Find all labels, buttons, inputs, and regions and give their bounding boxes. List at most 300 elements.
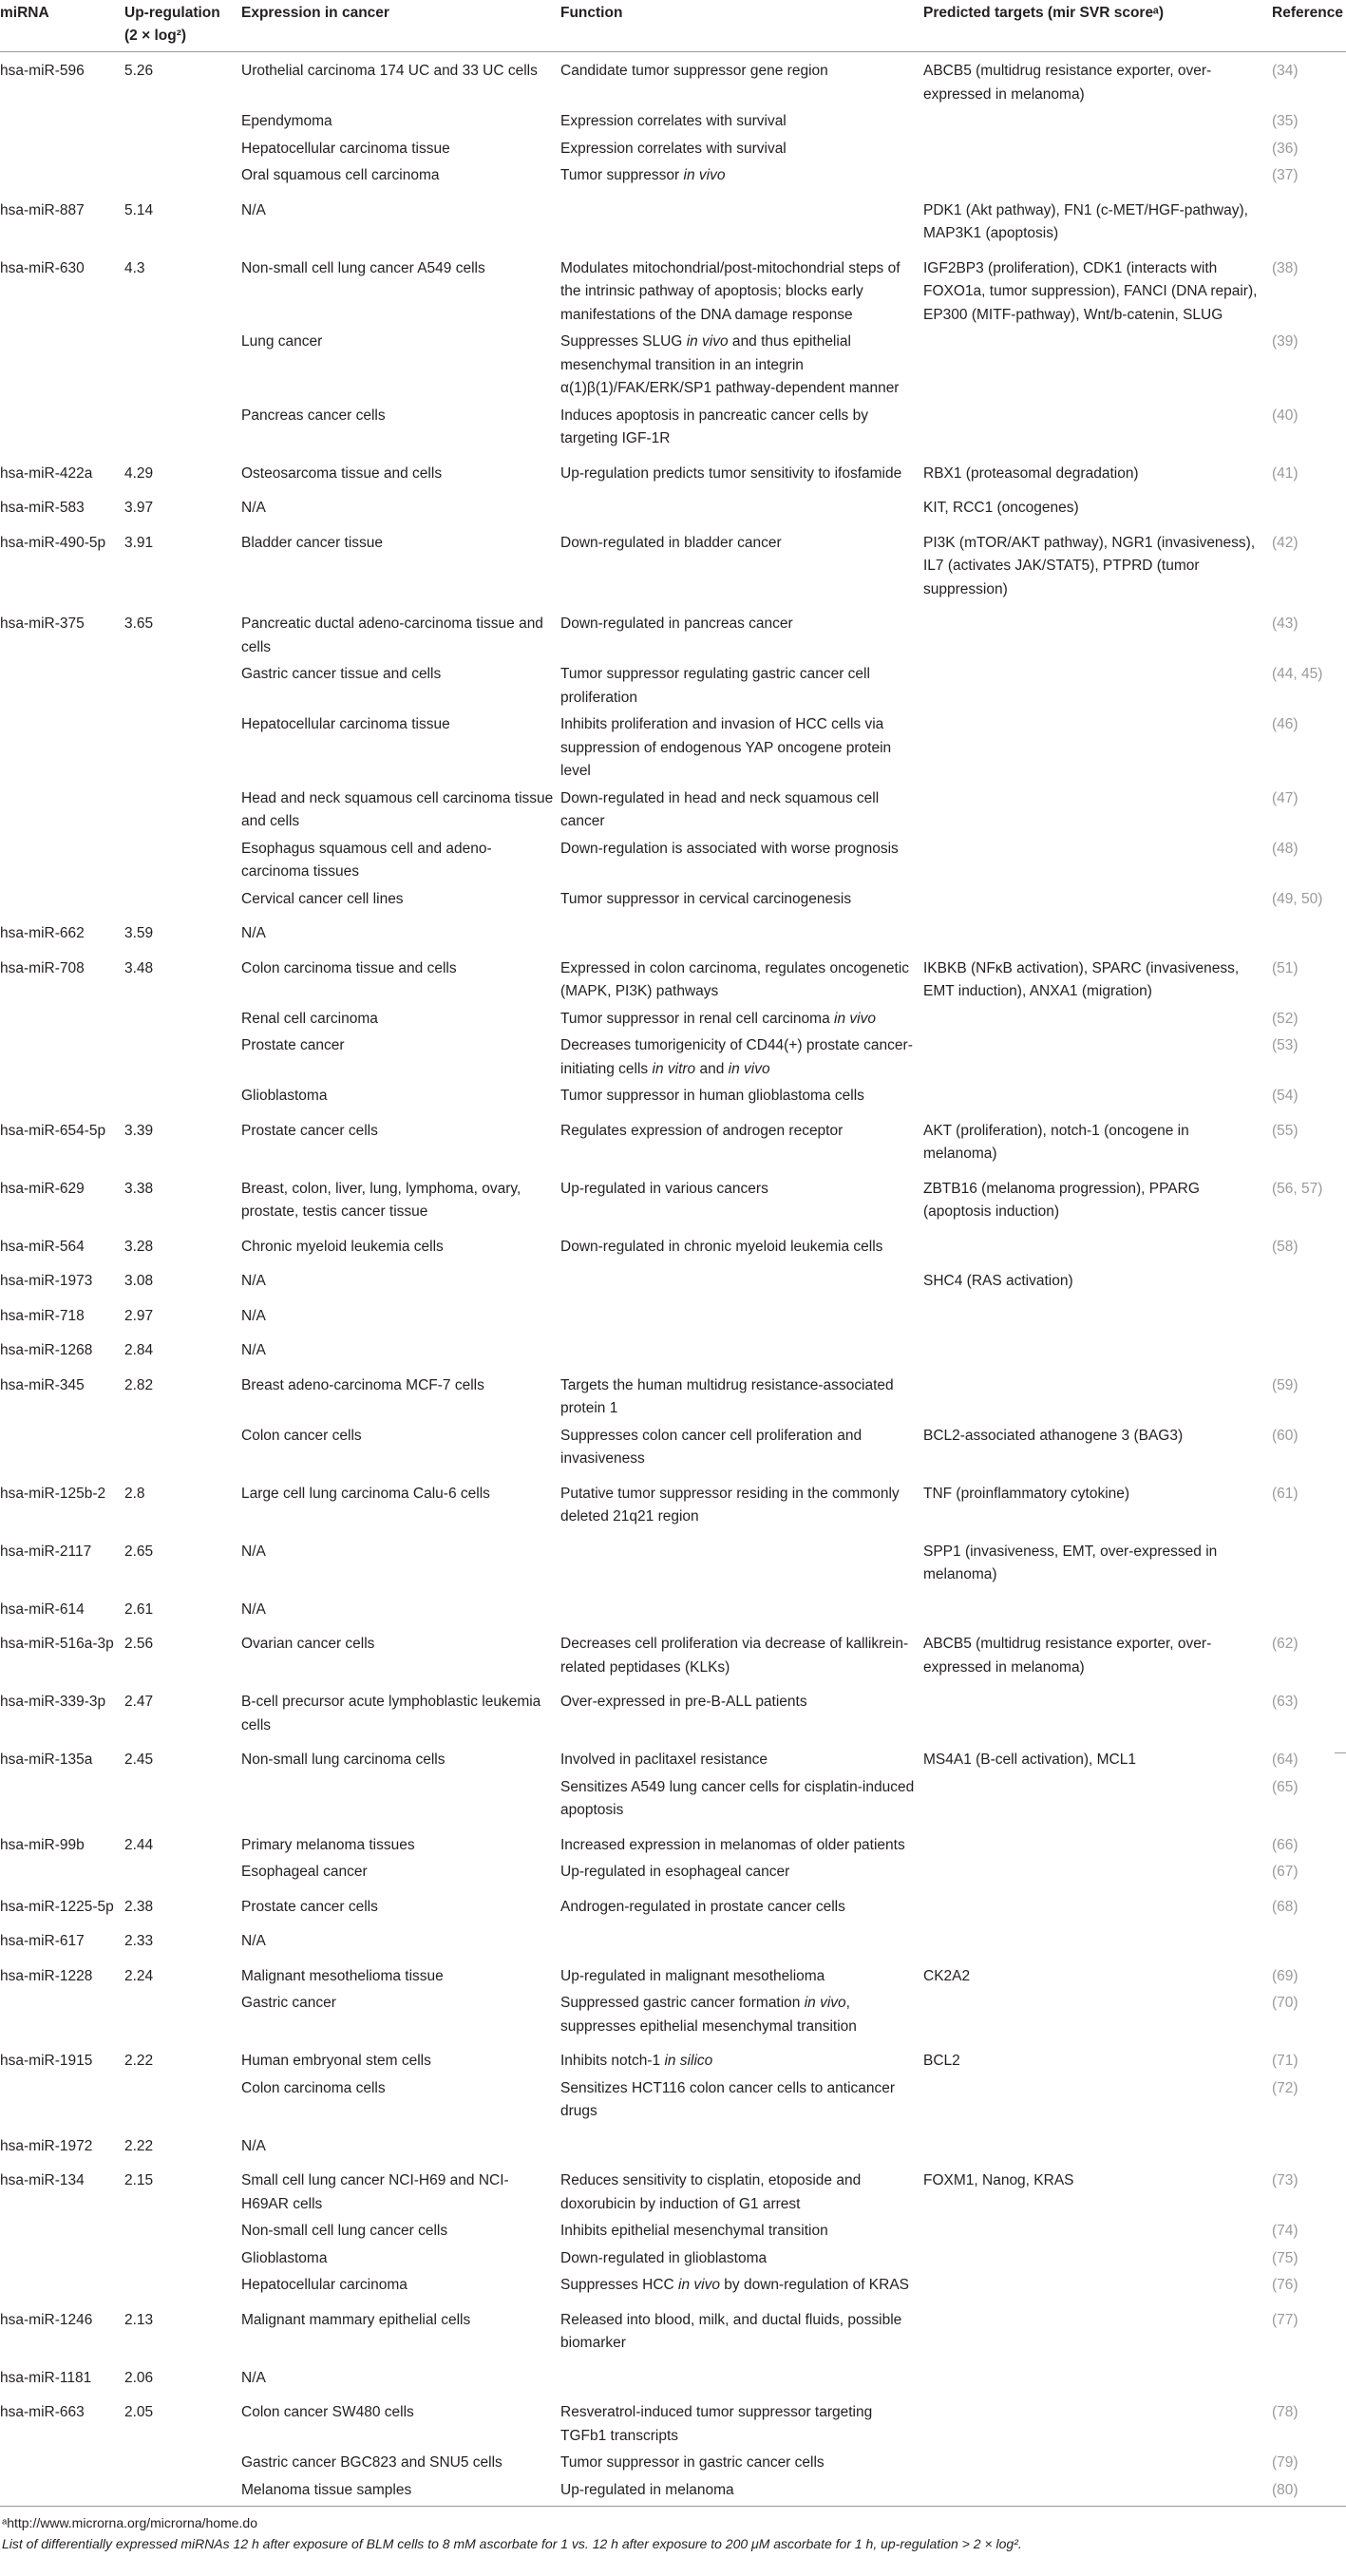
targets-cell bbox=[921, 1827, 1270, 1862]
upregulation-cell bbox=[123, 2274, 239, 2301]
mirna-group bbox=[0, 1958, 1346, 2043]
reference-cell[interactable]: (53) bbox=[1272, 1037, 1299, 1053]
upregulation-cell bbox=[123, 1992, 239, 2042]
mirna-group bbox=[0, 915, 1346, 950]
upregulation-cell: 4.29 bbox=[124, 464, 154, 482]
header-targets: Predicted targets (mir SVR scoreᵃ) bbox=[921, 0, 1270, 52]
reference-cell[interactable]: (52) bbox=[1272, 1010, 1299, 1027]
reference-cell[interactable]: (64) bbox=[1272, 1752, 1299, 1768]
function-cell bbox=[559, 1923, 921, 1958]
mirna-group bbox=[0, 1170, 1346, 1228]
reference-cell[interactable]: (60) bbox=[1272, 1427, 1299, 1444]
reference-cell bbox=[1270, 1297, 1346, 1333]
reference-cell[interactable]: (42) bbox=[1272, 534, 1299, 551]
reference-cell[interactable]: (79) bbox=[1272, 2454, 1299, 2471]
function-cell: Tumor suppressor in vivo bbox=[560, 167, 726, 183]
targets-cell bbox=[921, 915, 1270, 950]
targets-cell bbox=[921, 1332, 1270, 1367]
upregulation-cell: 2.56 bbox=[124, 1636, 154, 1652]
reference-cell[interactable]: (47) bbox=[1272, 789, 1299, 806]
reference-cell[interactable]: (48) bbox=[1272, 840, 1299, 857]
function-cell bbox=[559, 1297, 921, 1333]
upregulation-cell bbox=[123, 2479, 239, 2507]
reference-cell[interactable]: (69) bbox=[1272, 1967, 1299, 1984]
mirna-cell bbox=[0, 1776, 123, 1827]
expression-cell: Osteosarcoma tissue and cells bbox=[241, 464, 443, 482]
upregulation-cell: 5.14 bbox=[124, 201, 154, 218]
mirna-cell bbox=[0, 1085, 123, 1112]
targets-cell: IKBKB (NFκB activation), SPARC (invasiveness, EMT induction), ANXA1 (migration) bbox=[923, 959, 1240, 999]
function-cell: Up-regulated in melanoma bbox=[560, 2481, 734, 2498]
table-header-row bbox=[0, 0, 1346, 52]
reference-cell[interactable]: (80) bbox=[1272, 2481, 1299, 2498]
upregulation-cell: 2.44 bbox=[124, 1836, 154, 1853]
expression-cell: N/A bbox=[241, 1543, 266, 1560]
mirna-group bbox=[0, 524, 1346, 606]
mirna-cell: hsa-miR-345 bbox=[0, 1376, 85, 1393]
reference-cell[interactable]: (70) bbox=[1272, 1995, 1299, 2011]
upregulation-cell: 2.15 bbox=[124, 2172, 154, 2188]
mirna-group bbox=[0, 1367, 1346, 1475]
targets-cell: MS4A1 (B-cell activation), MCL1 bbox=[923, 1752, 1136, 1768]
table-row bbox=[0, 1297, 1346, 1333]
expression-cell: Breast, colon, liver, lung, lymphoma, ovary, prostate, testis cancer tissue bbox=[241, 1180, 521, 1220]
reference-cell[interactable]: (76) bbox=[1272, 2277, 1299, 2293]
mirna-group bbox=[0, 192, 1346, 250]
function-cell: Reduces sensitivity to cisplatin, etoposide and doxorubicin by induction of G1 arrest bbox=[560, 2172, 862, 2212]
table-row bbox=[0, 838, 1346, 888]
expression-cell: N/A bbox=[241, 1273, 266, 1289]
targets-cell bbox=[921, 2220, 1270, 2247]
mirna-cell: hsa-miR-339-3p bbox=[0, 1694, 106, 1710]
expression-cell: N/A bbox=[241, 925, 266, 941]
reference-cell[interactable]: (43) bbox=[1272, 616, 1299, 632]
mirna-group bbox=[0, 1228, 1346, 1263]
mirna-cell: hsa-miR-1246 bbox=[0, 2311, 93, 2328]
table-row bbox=[0, 405, 1346, 455]
reference-cell[interactable]: (65) bbox=[1272, 1778, 1299, 1795]
targets-cell: PDK1 (Akt pathway), FN1 (c-MET/HGF-pathway), MAP3K1 (apoptosis) bbox=[923, 201, 1248, 241]
table-row bbox=[0, 1367, 1346, 1425]
mirna-group bbox=[0, 1475, 1346, 1533]
table-row bbox=[0, 1958, 1346, 1993]
upregulation-cell: 2.47 bbox=[124, 1694, 154, 1710]
expression-cell: Pancreatic ductal adeno-carcinoma tissue and cells bbox=[241, 616, 543, 655]
mirna-cell: hsa-miR-516a-3p bbox=[0, 1636, 114, 1652]
targets-cell bbox=[921, 331, 1270, 405]
reference-cell[interactable]: (62) bbox=[1272, 1636, 1299, 1652]
mirna-cell: hsa-miR-629 bbox=[0, 1180, 85, 1197]
reference-cell[interactable]: (66) bbox=[1272, 1836, 1299, 1853]
mirna-cell bbox=[0, 138, 123, 165]
expression-cell: Large cell lung carcinoma Calu-6 cells bbox=[241, 1485, 490, 1502]
expression-cell: Chronic myeloid leukemia cells bbox=[241, 1238, 444, 1255]
table-row bbox=[0, 888, 1346, 916]
targets-cell: TNF (proinflammatory cytokine) bbox=[923, 1485, 1130, 1502]
targets-cell bbox=[921, 405, 1270, 455]
expression-cell: Lung cancer bbox=[241, 333, 323, 350]
expression-cell: Esophageal cancer bbox=[241, 1864, 368, 1880]
mirna-cell bbox=[0, 1034, 123, 1085]
reference-cell[interactable]: (39) bbox=[1272, 333, 1299, 350]
upregulation-cell: 2.22 bbox=[124, 2053, 154, 2069]
table-row bbox=[0, 192, 1346, 250]
table-row bbox=[0, 1332, 1346, 1367]
mirna-cell: hsa-miR-125b-2 bbox=[0, 1485, 106, 1502]
expression-cell: N/A bbox=[241, 1307, 266, 1324]
mirna-cell bbox=[0, 838, 123, 888]
expression-cell: Gastric cancer bbox=[241, 1995, 336, 2011]
function-cell: Suppresses HCC in vivo by down-regulation of KRAS bbox=[560, 2277, 910, 2293]
reference-cell[interactable]: (59) bbox=[1272, 1376, 1299, 1393]
function-cell: Inhibits epithelial mesenchymal transition bbox=[560, 2223, 828, 2239]
mirna-cell: hsa-miR-135a bbox=[0, 1752, 93, 1768]
mirna-group bbox=[0, 2128, 1346, 2163]
table-row bbox=[0, 2077, 1346, 2128]
table-row bbox=[0, 1625, 1346, 1683]
reference-cell[interactable]: (41) bbox=[1272, 464, 1299, 482]
mirna-cell bbox=[0, 713, 123, 787]
expression-cell: Oral squamous cell carcinoma bbox=[241, 167, 440, 183]
upregulation-cell: 4.3 bbox=[124, 259, 145, 276]
mirna-cell bbox=[0, 1425, 123, 1475]
expression-cell: Melanoma tissue samples bbox=[241, 2481, 412, 2498]
table-row bbox=[0, 2247, 1346, 2275]
targets-cell bbox=[921, 1367, 1270, 1425]
expression-cell: N/A bbox=[241, 500, 266, 516]
upregulation-cell: 2.22 bbox=[124, 2137, 154, 2154]
upregulation-cell: 2.06 bbox=[124, 2369, 154, 2386]
table-row bbox=[0, 1533, 1346, 1591]
table-row bbox=[0, 1827, 1346, 1862]
function-cell: Androgen-regulated in prostate cancer cells bbox=[560, 1898, 845, 1915]
mirna-cell bbox=[0, 2247, 123, 2275]
upregulation-cell: 3.65 bbox=[124, 616, 154, 632]
reference-cell[interactable]: (73) bbox=[1272, 2172, 1299, 2188]
mirna-cell bbox=[0, 888, 123, 916]
reference-cell[interactable]: (35) bbox=[1272, 113, 1299, 129]
header-mirna: miRNA bbox=[0, 0, 123, 52]
reference-cell[interactable]: (56, 57) bbox=[1272, 1180, 1323, 1197]
expression-cell bbox=[239, 1776, 559, 1827]
upregulation-cell: 2.97 bbox=[124, 1307, 154, 1324]
table-row bbox=[0, 915, 1346, 950]
table-row bbox=[0, 1741, 1346, 1776]
reference-cell[interactable]: (71) bbox=[1272, 2053, 1299, 2069]
targets-cell bbox=[921, 2359, 1270, 2395]
targets-cell bbox=[921, 2394, 1270, 2452]
mirna-cell: hsa-miR-614 bbox=[0, 1601, 85, 1618]
reference-cell[interactable]: (46) bbox=[1272, 716, 1299, 732]
upregulation-cell bbox=[123, 138, 239, 165]
mirna-group bbox=[0, 2042, 1346, 2128]
reference-cell[interactable]: (63) bbox=[1272, 1694, 1299, 1710]
mirna-cell bbox=[0, 663, 123, 713]
function-cell bbox=[559, 192, 921, 250]
table-row bbox=[0, 2301, 1346, 2359]
expression-cell: N/A bbox=[241, 1933, 266, 1949]
mirna-group bbox=[0, 1625, 1346, 1683]
expression-cell: Colon carcinoma tissue and cells bbox=[241, 959, 457, 976]
table-row bbox=[0, 1591, 1346, 1626]
reference-cell[interactable]: (34) bbox=[1272, 63, 1299, 79]
mirna-group bbox=[0, 1591, 1346, 1626]
upregulation-cell: 3.91 bbox=[124, 534, 154, 551]
targets-cell bbox=[921, 2452, 1270, 2479]
mirna-group bbox=[0, 950, 1346, 1112]
expression-cell: N/A bbox=[241, 201, 266, 218]
mirna-group bbox=[0, 2359, 1346, 2395]
upregulation-cell bbox=[123, 1861, 239, 1888]
targets-cell bbox=[921, 138, 1270, 165]
targets-cell: FOXM1, Nanog, KRAS bbox=[923, 2172, 1074, 2188]
upregulation-cell: 3.59 bbox=[124, 925, 154, 941]
function-cell: Down-regulated in pancreas cancer bbox=[560, 616, 793, 632]
reference-cell[interactable]: (49, 50) bbox=[1272, 890, 1323, 907]
targets-cell bbox=[921, 888, 1270, 916]
table-row bbox=[0, 1923, 1346, 1958]
expression-cell: Small cell lung cancer NCI-H69 and NCI-H69AR cells bbox=[241, 2172, 509, 2212]
table-row bbox=[0, 489, 1346, 524]
targets-cell bbox=[921, 1085, 1270, 1112]
table-row bbox=[0, 1085, 1346, 1112]
upregulation-cell bbox=[123, 164, 239, 192]
function-cell: Sensitizes HCT116 colon cancer cells to anticancer drugs bbox=[560, 2079, 896, 2119]
mirna-cell: hsa-miR-718 bbox=[0, 1307, 85, 1324]
upregulation-cell bbox=[123, 1034, 239, 1085]
function-cell bbox=[559, 915, 921, 950]
mirna-cell: hsa-miR-564 bbox=[0, 1238, 85, 1255]
expression-cell: Cervical cancer cell lines bbox=[241, 890, 404, 907]
expression-cell: Pancreas cancer cells bbox=[241, 407, 386, 424]
targets-cell: SHC4 (RAS activation) bbox=[923, 1273, 1073, 1289]
expression-cell: Renal cell carcinoma bbox=[241, 1010, 378, 1027]
targets-cell: ABCB5 (multidrug resistance exporter, over-expressed in melanoma) bbox=[923, 1636, 1212, 1676]
mirna-cell bbox=[0, 331, 123, 405]
upregulation-cell bbox=[123, 2452, 239, 2479]
table-row bbox=[0, 1776, 1346, 1827]
reference-cell bbox=[1270, 1262, 1346, 1297]
table-row bbox=[0, 1425, 1346, 1475]
expression-cell: Glioblastoma bbox=[241, 1088, 328, 1104]
function-cell: Targets the human multidrug resistance-associated protein 1 bbox=[560, 1376, 894, 1416]
upregulation-cell bbox=[123, 1085, 239, 1112]
function-cell: Tumor suppressor in gastric cancer cells bbox=[560, 2454, 825, 2471]
function-cell: Down-regulated in glioblastoma bbox=[560, 2249, 768, 2266]
expression-cell: Glioblastoma bbox=[241, 2249, 328, 2266]
targets-cell: RBX1 (proteasomal degradation) bbox=[923, 464, 1139, 482]
upregulation-cell: 2.05 bbox=[124, 2404, 154, 2420]
expression-cell: Non-small lung carcinoma cells bbox=[241, 1752, 446, 1768]
table-row bbox=[0, 713, 1346, 787]
function-cell: Released into blood, milk, and ductal fluids, possible biomarker bbox=[560, 2311, 902, 2351]
upregulation-cell: 3.28 bbox=[124, 1238, 154, 1255]
mirna-group bbox=[0, 605, 1346, 915]
upregulation-cell: 2.61 bbox=[124, 1601, 154, 1618]
table-row bbox=[0, 2359, 1346, 2395]
function-cell: Tumor suppressor in human glioblastoma cells bbox=[560, 1088, 864, 1104]
function-cell: Tumor suppressor regulating gastric cancer cell proliferation bbox=[560, 666, 870, 706]
header-upregulation bbox=[123, 0, 239, 52]
function-cell: Increased expression in melanomas of older patients bbox=[560, 1836, 905, 1853]
reference-cell bbox=[1270, 1533, 1346, 1591]
mirna-cell: hsa-miR-617 bbox=[0, 1933, 85, 1949]
reference-cell[interactable]: (51) bbox=[1272, 959, 1299, 976]
mirna-group bbox=[0, 489, 1346, 524]
reference-cell[interactable]: (74) bbox=[1272, 2223, 1299, 2239]
targets-cell bbox=[921, 713, 1270, 787]
reference-cell[interactable]: (55) bbox=[1272, 1122, 1299, 1139]
function-cell: Down-regulated in chronic myeloid leukemia cells bbox=[560, 1238, 883, 1255]
targets-cell bbox=[921, 1992, 1270, 2042]
targets-cell: PI3K (mTOR/AKT pathway), NGR1 (invasiveness), IL7 (activates JAK/STAT5), PTPRD (tumor suppression) bbox=[923, 534, 1256, 597]
mirna-cell bbox=[0, 405, 123, 455]
function-cell: Up-regulated in esophageal cancer bbox=[560, 1864, 790, 1880]
table-row bbox=[0, 1992, 1346, 2042]
function-cell bbox=[559, 1262, 921, 1297]
reference-cell[interactable]: (58) bbox=[1272, 1238, 1299, 1255]
targets-cell bbox=[921, 1228, 1270, 1263]
mirna-group bbox=[0, 2394, 1346, 2507]
mirna-cell: hsa-miR-663 bbox=[0, 2404, 85, 2420]
expression-cell: Non-small cell lung cancer cells bbox=[241, 2223, 448, 2239]
function-cell: Down-regulated in bladder cancer bbox=[560, 534, 782, 551]
mirna-cell bbox=[0, 787, 123, 838]
expression-cell: Prostate cancer cells bbox=[241, 1898, 378, 1915]
expression-cell: Ependymoma bbox=[241, 113, 332, 129]
table-row bbox=[0, 1034, 1346, 1085]
targets-cell: SPP1 (invasiveness, EMT, over-expressed in melanoma) bbox=[923, 1543, 1218, 1582]
upregulation-cell bbox=[123, 838, 239, 888]
mirna-cell: hsa-miR-583 bbox=[0, 500, 85, 516]
mirna-cell: hsa-miR-887 bbox=[0, 201, 85, 218]
reference-cell[interactable]: (77) bbox=[1272, 2311, 1299, 2328]
mirna-cell: hsa-miR-1225-5p bbox=[0, 1898, 114, 1915]
mirna-group bbox=[0, 1297, 1346, 1333]
expression-cell: Prostate cancer bbox=[241, 1037, 345, 1053]
expression-cell: Breast adeno-carcinoma MCF-7 cells bbox=[241, 1376, 484, 1393]
function-cell: Over-expressed in pre-B-ALL patients bbox=[560, 1694, 807, 1710]
expression-cell: N/A bbox=[241, 2137, 266, 2154]
upregulation-cell bbox=[123, 2247, 239, 2275]
targets-cell bbox=[921, 1034, 1270, 1085]
targets-cell: AKT (proliferation), notch-1 (oncogene in melanoma) bbox=[923, 1122, 1189, 1162]
table-row bbox=[0, 663, 1346, 713]
expression-cell: Esophagus squamous cell and adeno-carcinoma tissues bbox=[241, 840, 492, 880]
mirna-cell bbox=[0, 2220, 123, 2247]
targets-cell bbox=[921, 1008, 1270, 1035]
reference-cell[interactable]: (67) bbox=[1272, 1864, 1299, 1880]
table-row bbox=[0, 2394, 1346, 2452]
expression-cell: Human embryonal stem cells bbox=[241, 2053, 431, 2069]
mirna-group bbox=[0, 1112, 1346, 1170]
upregulation-cell: 2.33 bbox=[124, 1933, 154, 1949]
expression-cell: Ovarian cancer cells bbox=[241, 1636, 375, 1652]
function-cell: Putative tumor suppressor residing in the commonly deleted 21q21 region bbox=[560, 1485, 900, 1525]
expression-cell: Gastric cancer BGC823 and SNU5 cells bbox=[241, 2454, 502, 2471]
upregulation-cell bbox=[123, 110, 239, 138]
reference-cell[interactable]: (40) bbox=[1272, 407, 1299, 424]
reference-cell[interactable]: (37) bbox=[1272, 167, 1299, 183]
targets-cell bbox=[921, 838, 1270, 888]
table-row bbox=[0, 1475, 1346, 1533]
function-cell: Decreases tumorigenicity of CD44(+) prostate cancer-initiating cells in vitro and in vivo bbox=[560, 1037, 913, 1077]
upregulation-cell: 2.24 bbox=[124, 1967, 154, 1984]
reference-cell bbox=[1270, 1591, 1346, 1626]
function-cell: Down-regulation is associated with worse prognosis bbox=[560, 840, 899, 857]
upregulation-cell: 3.08 bbox=[124, 1273, 154, 1289]
reference-cell[interactable]: (44, 45) bbox=[1272, 666, 1323, 682]
targets-cell bbox=[921, 164, 1270, 192]
reference-cell[interactable]: (36) bbox=[1272, 140, 1299, 157]
mirna-cell: hsa-miR-99b bbox=[0, 1836, 85, 1853]
reference-cell[interactable]: (72) bbox=[1272, 2079, 1299, 2096]
reference-cell[interactable]: (54) bbox=[1272, 1088, 1299, 1104]
mirna-cell: hsa-miR-422a bbox=[0, 464, 93, 482]
table-row bbox=[0, 524, 1346, 606]
mirna-cell: hsa-miR-1972 bbox=[0, 2137, 93, 2154]
mirna-group bbox=[0, 1923, 1346, 1958]
table-row bbox=[0, 331, 1346, 405]
table-row bbox=[0, 950, 1346, 1008]
table-row bbox=[0, 2220, 1346, 2247]
reference-cell[interactable]: (75) bbox=[1272, 2249, 1299, 2266]
upregulation-cell bbox=[123, 1776, 239, 1827]
function-cell: Tumor suppressor in renal cell carcinoma in vivo bbox=[560, 1010, 876, 1027]
targets-cell bbox=[921, 1297, 1270, 1333]
table-row bbox=[0, 1008, 1346, 1035]
function-cell: Expression correlates with survival bbox=[560, 140, 787, 157]
upregulation-cell bbox=[123, 663, 239, 713]
targets-cell bbox=[921, 1861, 1270, 1888]
expression-cell: N/A bbox=[241, 2369, 266, 2386]
footnote-a: ᵃhttp://www.microrna.org/microrna/home.do bbox=[0, 2507, 1346, 2534]
reference-cell[interactable]: (38) bbox=[1272, 259, 1299, 276]
targets-cell: BCL2-associated athanogene 3 (BAG3) bbox=[923, 1427, 1184, 1444]
mirna-cell bbox=[0, 2274, 123, 2301]
upregulation-cell: 2.65 bbox=[124, 1543, 154, 1560]
reference-cell[interactable]: (61) bbox=[1272, 1485, 1299, 1502]
targets-cell bbox=[921, 2128, 1270, 2163]
mirna-cell bbox=[0, 1861, 123, 1888]
mirna-cell: hsa-miR-1973 bbox=[0, 1273, 93, 1289]
targets-cell: IGF2BP3 (proliferation), CDK1 (interacts with FOXO1a, tumor suppression), FANCI (DNA repair), EP300 (MITF-pathway), Wnt/b-catenin, SLUG bbox=[923, 259, 1258, 323]
upregulation-cell bbox=[123, 331, 239, 405]
expression-cell: B-cell precursor acute lymphoblastic leukemia cells bbox=[241, 1694, 541, 1733]
reference-cell bbox=[1270, 2128, 1346, 2163]
upregulation-cell: 3.48 bbox=[124, 959, 154, 976]
upregulation-cell bbox=[123, 2220, 239, 2247]
expression-cell: Prostate cancer cells bbox=[241, 1122, 378, 1139]
table-row bbox=[0, 1861, 1346, 1888]
function-cell bbox=[559, 1591, 921, 1626]
targets-cell bbox=[921, 2247, 1270, 2275]
targets-cell bbox=[921, 1888, 1270, 1923]
table-row bbox=[0, 164, 1346, 192]
reference-cell[interactable]: (78) bbox=[1272, 2404, 1299, 2420]
expression-cell: N/A bbox=[241, 1342, 266, 1358]
table-row bbox=[0, 1262, 1346, 1297]
targets-cell bbox=[921, 663, 1270, 713]
targets-cell bbox=[921, 1683, 1270, 1741]
upregulation-cell: 3.97 bbox=[124, 500, 154, 516]
reference-cell[interactable]: (68) bbox=[1272, 1898, 1299, 1915]
expression-cell: Primary melanoma tissues bbox=[241, 1836, 415, 1853]
targets-cell bbox=[921, 1923, 1270, 1958]
upregulation-cell bbox=[123, 1008, 239, 1035]
mirna-group bbox=[0, 52, 1346, 192]
function-cell: Modulates mitochondrial/post-mitochondrial steps of the intrinsic pathway of apoptosis; blocks early manifestations of the DNA damage response bbox=[560, 259, 900, 323]
